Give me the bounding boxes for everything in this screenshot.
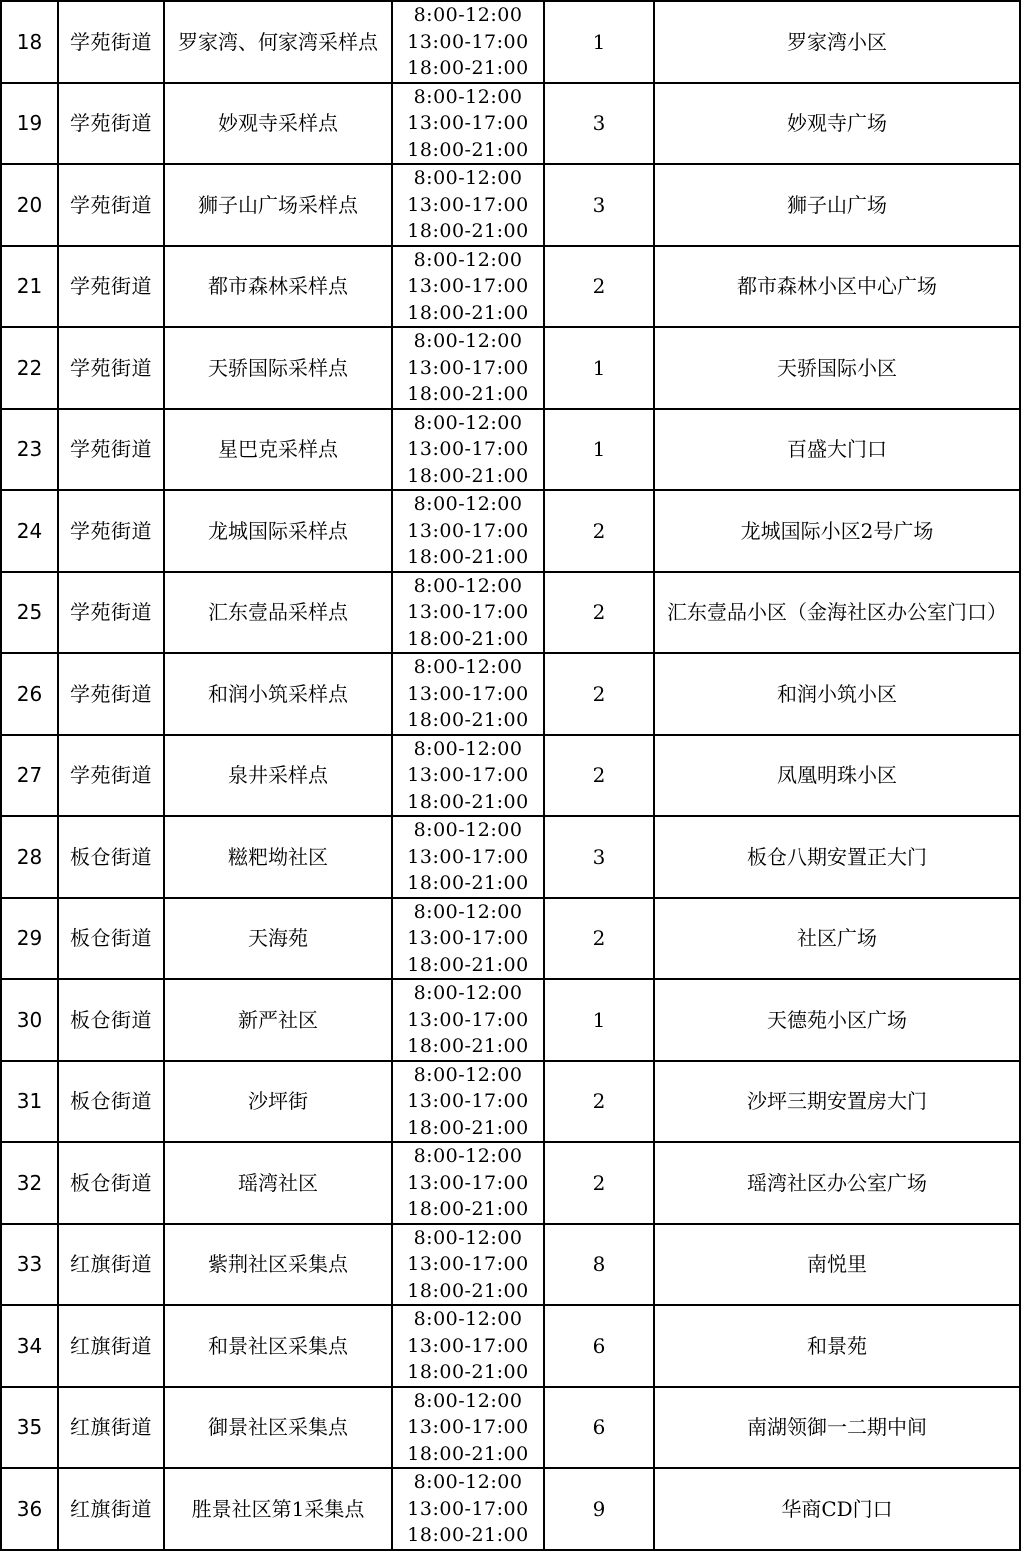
time-slot-evening: 18:00-21:00: [407, 1035, 529, 1057]
service-hours: [392, 735, 544, 817]
time-slot-morning: 8:00-12:00: [413, 574, 523, 597]
time-slot-morning: 8:00-12:00: [413, 4, 523, 26]
row-number: 23: [1, 409, 58, 491]
table-row: [1, 1224, 1020, 1306]
street-name: 红旗街道: [58, 1224, 164, 1306]
time-slot-evening: 18:00-21:00: [407, 301, 529, 324]
time-slot-evening: 18:00-21:00: [407, 1279, 529, 1302]
time-slot-afternoon: 13:00-17:00: [407, 112, 529, 134]
time-slot-afternoon: 13:00-17:00: [407, 193, 529, 216]
booth-count: 1: [544, 327, 654, 409]
time-slot-evening: 18:00-21:00: [407, 1524, 529, 1546]
time-slot-evening: 18:00-21:00: [407, 953, 529, 976]
site-name: 瑶湾社区: [164, 1142, 392, 1224]
booth-count: 2: [544, 490, 654, 572]
site-name: 天海苑: [164, 898, 392, 980]
site-name: 星巴克采样点: [164, 409, 392, 491]
row-number: 26: [1, 653, 58, 735]
street-name: 学苑街道: [58, 409, 164, 491]
booth-count: 2: [544, 653, 654, 735]
time-slot-morning: 8:00-12:00: [413, 493, 523, 515]
booth-count: 2: [544, 898, 654, 980]
booth-count: 1: [544, 1, 654, 83]
site-location: 妙观寺广场: [654, 83, 1020, 165]
table-row: [1, 1, 1020, 83]
service-hours: [392, 1142, 544, 1224]
time-slot-evening: 18:00-21:00: [407, 464, 529, 487]
time-slot-evening: 18:00-21:00: [407, 138, 529, 161]
site-location: 汇东壹品小区（金海社区办公室门口）: [654, 572, 1020, 654]
street-name: 红旗街道: [58, 1468, 164, 1550]
booth-count: 2: [544, 572, 654, 654]
table-row: [1, 490, 1020, 572]
time-slot-afternoon: 13:00-17:00: [407, 438, 529, 460]
service-hours: [392, 979, 544, 1061]
street-name: 板仓街道: [58, 816, 164, 898]
booth-count: 2: [544, 246, 654, 328]
site-name: 狮子山广场采样点: [164, 164, 392, 246]
booth-count: 3: [544, 816, 654, 898]
service-hours: [392, 1, 544, 83]
site-name: 罗家湾、何家湾采样点: [164, 1, 392, 83]
service-hours: [392, 653, 544, 735]
time-slot-afternoon: 13:00-17:00: [407, 1497, 529, 1520]
site-location: 狮子山广场: [654, 164, 1020, 246]
time-slot-morning: 8:00-12:00: [413, 1389, 523, 1412]
street-name: 学苑街道: [58, 327, 164, 409]
table-row: [1, 1142, 1020, 1224]
time-slot-morning: 8:00-12:00: [413, 1226, 523, 1249]
booth-count: 6: [544, 1387, 654, 1469]
table-row: [1, 246, 1020, 328]
service-hours: [392, 164, 544, 246]
row-number: 25: [1, 572, 58, 654]
street-name: 学苑街道: [58, 653, 164, 735]
site-location: 龙城国际小区2号广场: [654, 490, 1020, 572]
booth-count: 8: [544, 1224, 654, 1306]
table-row: [1, 898, 1020, 980]
service-hours: [392, 1468, 544, 1550]
row-number: 30: [1, 979, 58, 1061]
time-slot-afternoon: 13:00-17:00: [407, 1334, 529, 1357]
time-slot-afternoon: 13:00-17:00: [407, 927, 529, 949]
table-row: [1, 653, 1020, 735]
time-slot-morning: 8:00-12:00: [413, 248, 523, 271]
time-slot-morning: 8:00-12:00: [413, 900, 523, 923]
site-name: 和景社区采集点: [164, 1305, 392, 1387]
table-row: [1, 83, 1020, 165]
time-slot-afternoon: 13:00-17:00: [407, 1171, 529, 1194]
table-row: [1, 164, 1020, 246]
service-hours: [392, 83, 544, 165]
street-name: 板仓街道: [58, 898, 164, 980]
table-row: [1, 979, 1020, 1061]
row-number: 21: [1, 246, 58, 328]
service-hours: [392, 572, 544, 654]
street-name: 红旗街道: [58, 1305, 164, 1387]
row-number: 18: [1, 1, 58, 83]
site-name: 御景社区采集点: [164, 1387, 392, 1469]
table-row: [1, 816, 1020, 898]
time-slot-evening: 18:00-21:00: [407, 57, 529, 79]
service-hours: [392, 1387, 544, 1469]
booth-count: 1: [544, 409, 654, 491]
site-location: 社区广场: [654, 898, 1020, 980]
service-hours: [392, 327, 544, 409]
time-slot-afternoon: 13:00-17:00: [407, 30, 529, 53]
site-name: 糍粑坳社区: [164, 816, 392, 898]
site-location: 华商CD门口: [654, 1468, 1020, 1550]
time-slot-morning: 8:00-12:00: [413, 1063, 523, 1086]
time-slot-evening: 18:00-21:00: [407, 1116, 529, 1139]
time-slot-evening: 18:00-21:00: [407, 790, 529, 813]
time-slot-morning: 8:00-12:00: [413, 819, 523, 841]
time-slot-evening: 18:00-21:00: [407, 872, 529, 894]
street-name: 学苑街道: [58, 735, 164, 817]
time-slot-afternoon: 13:00-17:00: [407, 1090, 529, 1112]
row-number: 36: [1, 1468, 58, 1550]
time-slot-afternoon: 13:00-17:00: [407, 519, 529, 542]
street-name: 学苑街道: [58, 572, 164, 654]
row-number: 31: [1, 1061, 58, 1143]
booth-count: 3: [544, 83, 654, 165]
row-number: 20: [1, 164, 58, 246]
site-location: 沙坪三期安置房大门: [654, 1061, 1020, 1143]
site-location: 凤凰明珠小区: [654, 735, 1020, 817]
site-location: 天德苑小区广场: [654, 979, 1020, 1061]
time-slot-afternoon: 13:00-17:00: [407, 275, 529, 297]
time-slot-afternoon: 13:00-17:00: [407, 764, 529, 786]
street-name: 学苑街道: [58, 1, 164, 83]
row-number: 28: [1, 816, 58, 898]
street-name: 学苑街道: [58, 490, 164, 572]
time-slot-morning: 8:00-12:00: [413, 85, 523, 108]
row-number: 35: [1, 1387, 58, 1469]
time-slot-morning: 8:00-12:00: [413, 167, 523, 189]
booth-count: 2: [544, 735, 654, 817]
time-slot-morning: 8:00-12:00: [413, 411, 523, 434]
street-name: 学苑街道: [58, 246, 164, 328]
booth-count: 2: [544, 1061, 654, 1143]
booth-count: 6: [544, 1305, 654, 1387]
site-name: 胜景社区第1采集点: [164, 1468, 392, 1550]
service-hours: [392, 1305, 544, 1387]
service-hours: [392, 898, 544, 980]
site-location: 瑶湾社区办公室广场: [654, 1142, 1020, 1224]
site-name: 泉井采样点: [164, 735, 392, 817]
table-row: [1, 1061, 1020, 1143]
time-slot-afternoon: 13:00-17:00: [407, 682, 529, 705]
row-number: 27: [1, 735, 58, 817]
site-location: 南悦里: [654, 1224, 1020, 1306]
time-slot-morning: 8:00-12:00: [413, 330, 523, 352]
time-slot-evening: 18:00-21:00: [407, 220, 529, 242]
time-slot-morning: 8:00-12:00: [413, 1471, 523, 1493]
time-slot-afternoon: 13:00-17:00: [407, 356, 529, 379]
booth-count: 3: [544, 164, 654, 246]
table-row: [1, 409, 1020, 491]
table-row: [1, 1468, 1020, 1550]
time-slot-morning: 8:00-12:00: [413, 1145, 523, 1167]
site-name: 新严社区: [164, 979, 392, 1061]
table-row: [1, 327, 1020, 409]
site-location: 板仓八期安置正大门: [654, 816, 1020, 898]
time-slot-evening: 18:00-21:00: [407, 627, 529, 650]
time-slot-evening: 18:00-21:00: [407, 383, 529, 405]
table-row: [1, 572, 1020, 654]
time-slot-morning: 8:00-12:00: [413, 1308, 523, 1330]
site-location: 和景苑: [654, 1305, 1020, 1387]
row-number: 24: [1, 490, 58, 572]
time-slot-evening: 18:00-21:00: [407, 1361, 529, 1383]
time-slot-evening: 18:00-21:00: [407, 1198, 529, 1220]
booth-count: 2: [544, 1142, 654, 1224]
site-name: 天骄国际采样点: [164, 327, 392, 409]
street-name: 板仓街道: [58, 1061, 164, 1143]
time-slot-morning: 8:00-12:00: [413, 982, 523, 1004]
site-name: 沙坪街: [164, 1061, 392, 1143]
time-slot-evening: 18:00-21:00: [407, 546, 529, 568]
site-name: 和润小筑采样点: [164, 653, 392, 735]
service-hours: [392, 1061, 544, 1143]
site-name: 汇东壹品采样点: [164, 572, 392, 654]
table-row: [1, 1305, 1020, 1387]
row-number: 34: [1, 1305, 58, 1387]
site-location: 罗家湾小区: [654, 1, 1020, 83]
table-body: [1, 1, 1020, 1550]
time-slot-afternoon: 13:00-17:00: [407, 845, 529, 868]
service-hours: [392, 1224, 544, 1306]
service-hours: [392, 409, 544, 491]
site-name: 都市森林采样点: [164, 246, 392, 328]
site-location: 和润小筑小区: [654, 653, 1020, 735]
site-name: 紫荆社区采集点: [164, 1224, 392, 1306]
time-slot-evening: 18:00-21:00: [407, 709, 529, 731]
time-slot-afternoon: 13:00-17:00: [407, 1008, 529, 1031]
street-name: 红旗街道: [58, 1387, 164, 1469]
time-slot-morning: 8:00-12:00: [413, 656, 523, 678]
row-number: 19: [1, 83, 58, 165]
booth-count: 9: [544, 1468, 654, 1550]
street-name: 板仓街道: [58, 979, 164, 1061]
site-location: 南湖领御一二期中间: [654, 1387, 1020, 1469]
time-slot-afternoon: 13:00-17:00: [407, 1416, 529, 1438]
street-name: 学苑街道: [58, 83, 164, 165]
time-slot-afternoon: 13:00-17:00: [407, 601, 529, 623]
time-slot-afternoon: 13:00-17:00: [407, 1253, 529, 1275]
table-row: [1, 1387, 1020, 1469]
time-slot-evening: 18:00-21:00: [407, 1442, 529, 1465]
site-location: 都市森林小区中心广场: [654, 246, 1020, 328]
service-hours: [392, 246, 544, 328]
street-name: 学苑街道: [58, 164, 164, 246]
service-hours: [392, 816, 544, 898]
site-location: 百盛大门口: [654, 409, 1020, 491]
site-location: 天骄国际小区: [654, 327, 1020, 409]
row-number: 32: [1, 1142, 58, 1224]
row-number: 29: [1, 898, 58, 980]
time-slot-morning: 8:00-12:00: [413, 737, 523, 760]
street-name: 板仓街道: [58, 1142, 164, 1224]
service-hours: [392, 490, 544, 572]
site-name: 妙观寺采样点: [164, 83, 392, 165]
row-number: 33: [1, 1224, 58, 1306]
table-row: [1, 735, 1020, 817]
booth-count: 1: [544, 979, 654, 1061]
row-number: 22: [1, 327, 58, 409]
site-name: 龙城国际采样点: [164, 490, 392, 572]
